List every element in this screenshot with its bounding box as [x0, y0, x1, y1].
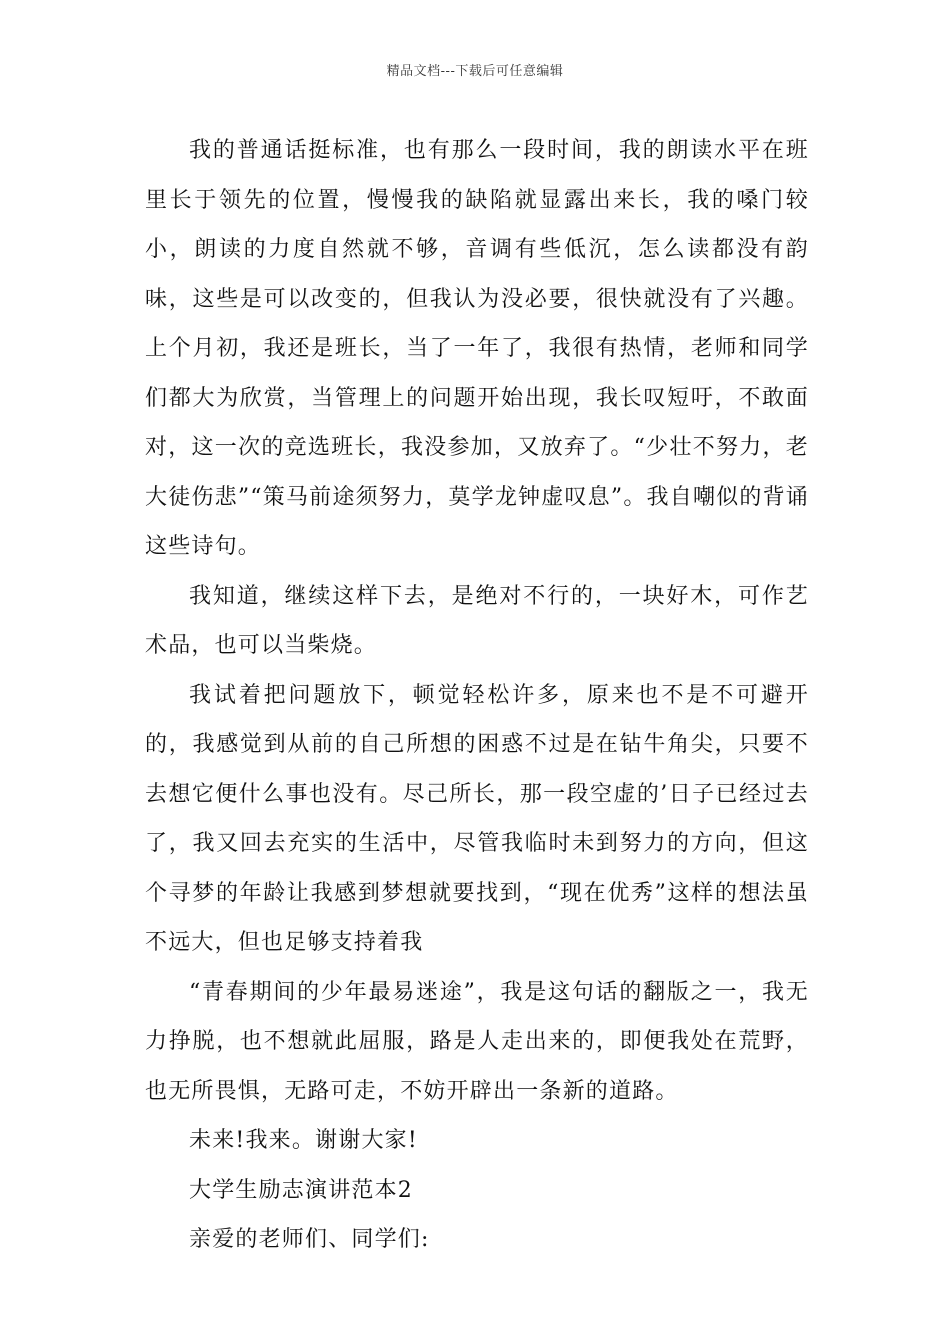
paragraph-1: 我的普通话挺标准，也有那么一段时间，我的朗读水平在班里长于领先的位置，慢慢我的缺陷就显露出来长，我的嗓门较小，朗读的力度自然就不够，音调有些低沉，怎么读都没有韵味，这些是可以改变的，但我认为没必要，很快就没有了兴趣。上个月初，我还是班长，当了一年了，我很有热情，老师和同学们都大为欣赏，当管理上的问题开始出现，我长叹短吁，不敢面对，这一次的竞选班长，我没参加，又放弃了。“少壮不努力，老大徒伤悲”“策马前途须努力，莫学龙钟虚叹息”。我自嘲似的背诵这些诗句。	[145, 138, 809, 559]
paragraph-2: 我知道，继续这样下去，是绝对不行的，一块好木，可作艺术品，也可以当柴烧。	[145, 583, 809, 658]
salutation: 亲爱的老师们、同学们:	[189, 1227, 430, 1252]
page-header: 精品文档---下载后可任意编辑	[386, 64, 564, 79]
document-body	[145, 126, 809, 1265]
paragraph-closing: 未来!我来。谢谢大家!	[189, 1128, 418, 1153]
section-title: 大学生励志演讲范本2	[189, 1177, 413, 1203]
paragraph-3: 我试着把问题放下，顿觉轻松许多，原来也不是不可避开的，我感觉到从前的自己所想的困惑不过是在钻牛角尖，只要不去想它便什么事也没有。尽己所长，那一段空虚的’日子已经过去了，我又回去充实的生活中，尽管我临时未到努力的方向，但这个寻梦的年龄让我感到梦想就要找到，“现在优秀”这样的想法虽不远大，但也足够支持着我	[145, 682, 809, 955]
paragraph-4: “青春期间的少年最易迷途”，我是这句话的翻版之一，我无力挣脱，也不想就此屈服，路是人走出来的，即便我处在荒野，也无所畏惧，无路可走，不妨开辟出一条新的道路。	[145, 979, 809, 1104]
